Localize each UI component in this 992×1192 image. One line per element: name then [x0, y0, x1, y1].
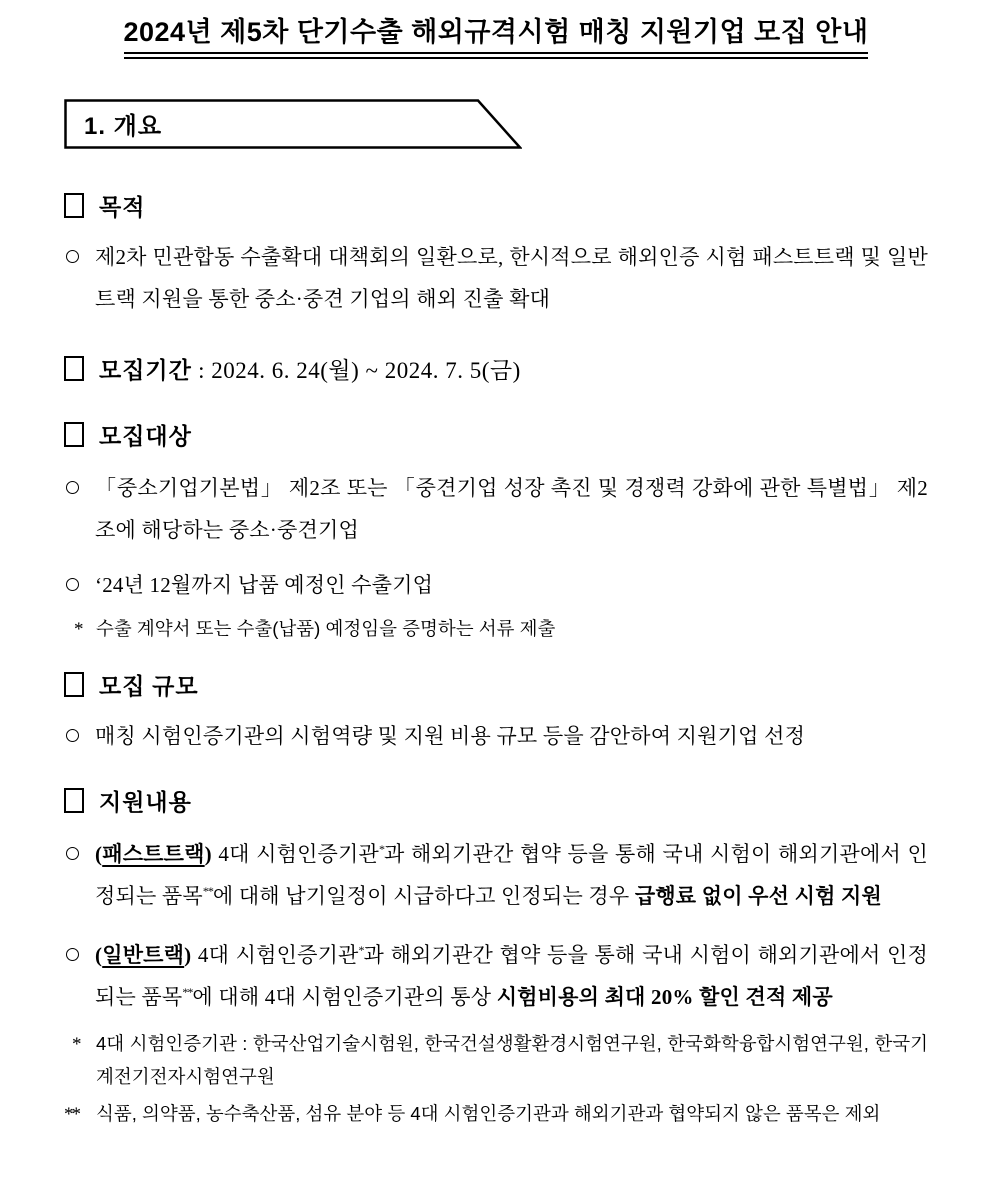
fast-track-body2: 과 해외기관간 협약 등을 통해 국내 시험이 해외기관에서 인정되는 품목	[95, 842, 928, 908]
general-track-body1: 4대 시험인증기관	[191, 943, 359, 967]
fast-track-body1: 4대 시험인증기관	[211, 842, 380, 866]
square-bullet-icon	[64, 672, 84, 697]
general-track-label: 일반트랙	[102, 943, 185, 967]
general-track-body2: 과 해외기관간 협약 등을 통해 국내 시험이 해외기관에서 인정되는 품목	[95, 943, 928, 1009]
page-title	[64, 10, 928, 59]
heading-scale	[64, 668, 928, 701]
heading-period	[64, 352, 928, 385]
page-title-text: 2024년 제5차 단기수출 해외규격시험 매칭 지원기업 모집 안내	[124, 10, 869, 59]
footnote-star-marker: *	[74, 619, 84, 640]
general-track-body3: 에 대해 4대 시험인증기관의 통상	[192, 985, 497, 1009]
general-track-sup1: *	[358, 943, 364, 957]
footnote-star-marker: *	[72, 1034, 82, 1055]
heading-target-label: 모집대상	[99, 424, 192, 449]
footnote-double-star-marker: **	[64, 1104, 79, 1125]
target-item-law	[64, 467, 928, 551]
purpose-text: 제2차 민관합동 수출확대 대책회의 일환으로, 한시적으로 해외인증 시험 패스트트랙 및 일반트랙 지원을 통한 중소·중견 기업의 해외 진출 확대	[95, 245, 928, 311]
support-footnote-excluded	[64, 1097, 928, 1130]
target-item-export	[64, 564, 928, 606]
circle-bullet-icon	[66, 481, 79, 494]
fast-track-label: 패스트트랙	[102, 842, 205, 866]
period-separator: :	[191, 358, 212, 383]
target-item-export-text: ‘24년 12월까지 납품 예정인 수출기업	[95, 573, 434, 597]
target-item-law-text: 「중소기업기본법」 제2조 또는 「중견기업 성장 촉진 및 경쟁력 강화에 관한 특별법」 제2조에 해당하는 중소·중견기업	[95, 476, 928, 542]
target-footnote	[64, 612, 928, 645]
period-row	[99, 352, 521, 385]
fast-track-sup2: **	[202, 884, 213, 898]
support-footnote-excluded-text: 식품, 의약품, 농수축산품, 섬유 분야 등 4대 시험인증기관과 해외기관과 협약되지 않은 품목은 제외	[96, 1103, 881, 1124]
circle-bullet-icon	[66, 729, 79, 742]
heading-support-label: 지원내용	[99, 790, 192, 815]
square-bullet-icon	[64, 356, 84, 381]
period-value: 2024. 6. 24(월) ~ 2024. 7. 5(금)	[211, 358, 521, 383]
fast-track-paren-close: )	[204, 842, 212, 866]
fast-track-body3: 에 대해 납기일정이 시급하다고 인정되는 경우	[212, 884, 635, 908]
heading-purpose-label: 목적	[99, 195, 146, 220]
circle-bullet-icon	[66, 948, 79, 961]
fast-track-paragraph	[64, 833, 928, 917]
circle-bullet-icon	[66, 847, 79, 860]
support-footnote-agencies	[64, 1027, 928, 1093]
heading-purpose	[64, 189, 928, 222]
general-track-bold-tail: 시험비용의 최대 20% 할인 견적 제공	[496, 985, 833, 1009]
heading-period-label: 모집기간	[99, 358, 192, 383]
square-bullet-icon	[64, 788, 84, 813]
general-track-sup2: **	[182, 985, 193, 999]
square-bullet-icon	[64, 422, 84, 447]
heading-target	[64, 418, 928, 451]
heading-support	[64, 784, 928, 817]
section-1-banner	[64, 99, 522, 149]
heading-scale-label: 모집 규모	[99, 674, 199, 699]
general-track-paragraph	[64, 934, 928, 1018]
fast-track-sup1: *	[379, 842, 385, 856]
general-track-paren-close: )	[184, 943, 192, 967]
fast-track-bold-tail: 급행료 없이 우선 시험 지원	[634, 884, 882, 908]
circle-bullet-icon	[66, 250, 79, 263]
support-footnote-agencies-text: 4대 시험인증기관 : 한국산업기술시험원, 한국건설생활환경시험연구원, 한국화학융합시험연구원, 한국기계전기전자시험연구원	[96, 1033, 928, 1087]
scale-text: 매칭 시험인증기관의 시험역량 및 지원 비용 규모 등을 감안하여 지원기업 선정	[95, 724, 806, 748]
square-bullet-icon	[64, 193, 84, 218]
circle-bullet-icon	[66, 578, 79, 591]
scale-paragraph	[64, 715, 928, 757]
section-1-heading: 1. 개요	[84, 112, 163, 140]
target-footnote-text: 수출 계약서 또는 수출(납품) 예정임을 증명하는 서류 제출	[96, 618, 556, 639]
fast-track-paren-open: (	[95, 842, 103, 866]
purpose-paragraph	[64, 236, 928, 320]
general-track-paren-open: (	[95, 943, 103, 967]
